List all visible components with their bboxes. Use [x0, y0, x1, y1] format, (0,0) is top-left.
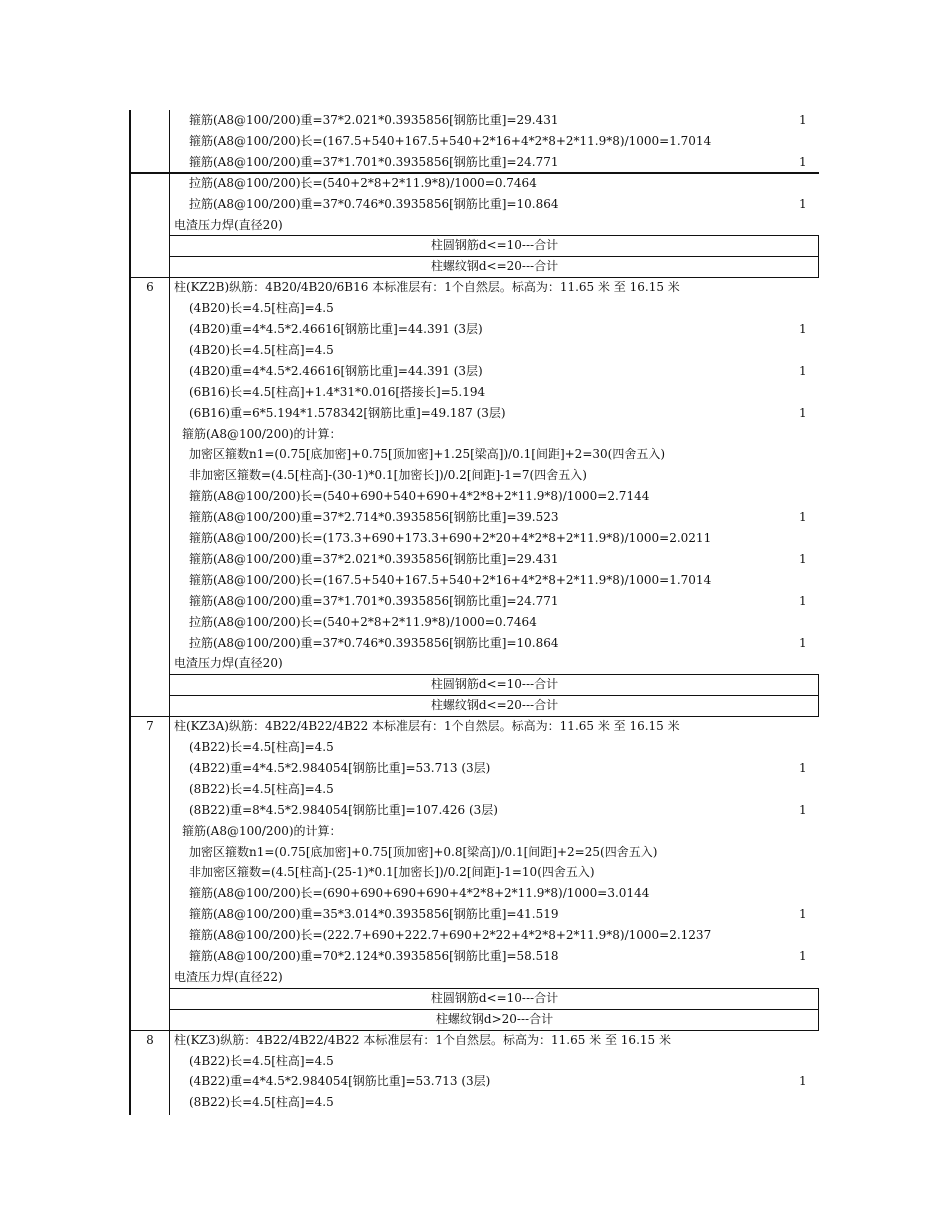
subtotal-rule [170, 988, 819, 989]
subtotal-row: 柱圆钢筋d<=10---合计 [430, 238, 559, 253]
calc-line: 电渣压力焊(直径22) [174, 969, 283, 984]
calc-line: (8B22)重=8*4.5*2.984054[钢筋比重]=107.426 (3层) [189, 802, 498, 817]
quantity-value: 1 [799, 154, 807, 169]
subtotal-rule [170, 695, 819, 696]
calc-line: 拉筋(A8@100/200)长=(540+2*8+2*11.9*8)/1000=0.7464 [189, 175, 537, 190]
calc-line: 箍筋(A8@100/200)的计算： [182, 823, 342, 838]
calc-line: 箍筋(A8@100/200)重=37*2.021*0.3935856[钢筋比重]=29.431 [189, 551, 559, 566]
section-rule [129, 172, 819, 174]
subtotal-edge [818, 256, 819, 277]
calc-line: 箍筋(A8@100/200)重=37*2.714*0.3935856[钢筋比重]=39.523 [189, 510, 559, 525]
quantity-value: 1 [799, 510, 807, 525]
quantity-value: 1 [799, 593, 807, 608]
calc-line: (4B22)重=4*4.5*2.984054[钢筋比重]=53.713 (3层) [189, 760, 491, 775]
calc-line: 箍筋(A8@100/200)重=37*1.701*0.3935856[钢筋比重]=24.771 [189, 154, 559, 169]
calc-line: 加密区箍数n1=(0.75[底加密]+0.75[顶加密]+1.25[梁高])/0.1[间距]+2=30(四舍五入) [189, 447, 666, 462]
quantity-value: 1 [799, 1074, 807, 1089]
subtotal-edge [818, 695, 819, 716]
calc-line: 柱(KZ3A)纵筋：4B22/4B22/4B22 本标准层有：1个自然层。标高为：11.65 米 至 16.15 米 [174, 719, 680, 734]
item-index: 7 [146, 719, 154, 734]
subtotal-edge [818, 988, 819, 1009]
calc-line: 柱(KZ2B)纵筋：4B20/4B20/6B16 本标准层有：1个自然层。标高为：11.65 米 至 16.15 米 [174, 280, 680, 295]
subtotal-rule [170, 1009, 819, 1010]
quantity-value: 1 [799, 113, 807, 127]
calc-line: (8B22)长=4.5[柱高]=4.5 [189, 781, 334, 796]
calc-line: 柱(KZ3)纵筋：4B22/4B22/4B22 本标准层有：1个自然层。标高为：11.65 米 至 16.15 米 [174, 1032, 671, 1047]
subtotal-edge [818, 235, 819, 256]
calc-line: (4B20)重=4*4.5*2.46616[钢筋比重]=44.391 (3层) [189, 322, 483, 336]
calc-line: 箍筋(A8@100/200)重=37*2.021*0.3935856[钢筋比重]=29.431 [189, 113, 559, 127]
calc-line: 箍筋(A8@100/200)的计算： [182, 426, 342, 441]
calc-line: 电渣压力焊(直径20) [174, 656, 283, 671]
quantity-value: 1 [799, 405, 807, 420]
calc-line: (4B22)长=4.5[柱高]=4.5 [189, 1053, 334, 1068]
calc-line: 电渣压力焊(直径20) [174, 217, 283, 232]
calc-line: 拉筋(A8@100/200)重=37*0.746*0.3935856[钢筋比重]=10.864 [189, 196, 559, 211]
calc-line: 拉筋(A8@100/200)重=37*0.746*0.3935856[钢筋比重]=10.864 [189, 635, 559, 650]
calc-line: 非加密区箍数=(4.5[柱高]-(30-1)*0.1[加密长])/0.2[间距]-1=7(四舍五入) [189, 468, 587, 483]
calc-line: (4B20)重=4*4.5*2.46616[钢筋比重]=44.391 (3层) [189, 363, 483, 378]
calc-line: (4B20)长=4.5[柱高]=4.5 [189, 342, 334, 357]
subtotal-rule [170, 256, 819, 257]
calc-line: 箍筋(A8@100/200)重=35*3.014*0.3935856[钢筋比重]=41.519 [189, 907, 559, 922]
quantity-value: 1 [799, 196, 807, 211]
subtotal-row: 柱圆钢筋d<=10---合计 [430, 990, 559, 1005]
item-index: 8 [146, 1032, 154, 1047]
calc-line: (4B22)重=4*4.5*2.984054[钢筋比重]=53.713 (3层) [189, 1074, 491, 1089]
calc-line: 箍筋(A8@100/200)重=70*2.124*0.3935856[钢筋比重]=58.518 [189, 949, 559, 963]
quantity-value: 1 [799, 760, 807, 775]
quantity-value: 1 [799, 907, 807, 922]
calc-line: 箍筋(A8@100/200)长=(690+690+690+690+4*2*8+2*11.9*8)/1000=3.0144 [189, 886, 650, 901]
calc-line: (4B20)长=4.5[柱高]=4.5 [189, 301, 334, 316]
item-index: 6 [146, 280, 154, 295]
subtotal-rule [170, 235, 819, 236]
quantity-value: 1 [799, 635, 807, 650]
calc-line: 拉筋(A8@100/200)长=(540+2*8+2*11.9*8)/1000=0.7464 [189, 614, 537, 629]
subtotal-rule [170, 674, 819, 675]
calc-line: 加密区箍数n1=(0.75[底加密]+0.75[顶加密]+0.8[梁高])/0.1[间距]+2=25(四舍五入) [189, 844, 658, 859]
quantity-value: 1 [799, 551, 807, 566]
calc-line: (6B16)重=6*5.194*1.578342[钢筋比重]=49.187 (3层) [189, 405, 506, 420]
left-border [129, 110, 131, 1115]
calc-line: 非加密区箍数=(4.5[柱高]-(25-1)*0.1[加密长])/0.2[间距]-1=10(四舍五入) [189, 865, 595, 880]
quantity-value: 1 [799, 949, 807, 963]
subtotal-edge [818, 674, 819, 695]
calc-line: (6B16)长=4.5[柱高]+1.4*31*0.016[搭接长]=5.194 [189, 384, 486, 399]
calc-line: 箍筋(A8@100/200)重=37*1.701*0.3935856[钢筋比重]=24.771 [189, 593, 559, 608]
calc-line: 箍筋(A8@100/200)长=(173.3+690+173.3+690+2*20+4*2*8+2*11.9*8)/1000=2.0211 [189, 531, 712, 545]
calc-line: (4B22)长=4.5[柱高]=4.5 [189, 740, 334, 754]
subtotal-row: 柱螺纹钢d>20---合计 [435, 1011, 554, 1026]
subtotal-row: 柱螺纹钢d<=20---合计 [430, 698, 559, 713]
subtotal-edge [818, 1009, 819, 1030]
calc-line: 箍筋(A8@100/200)长=(167.5+540+167.5+540+2*16+4*2*8+2*11.9*8)/1000=1.7014 [189, 133, 712, 148]
calc-line: (8B22)长=4.5[柱高]=4.5 [189, 1095, 334, 1110]
calc-line: 箍筋(A8@100/200)长=(222.7+690+222.7+690+2*22+4*2*8+2*11.9*8)/1000=2.1237 [189, 928, 712, 943]
calc-line: 箍筋(A8@100/200)长=(540+690+540+690+4*2*8+2*11.9*8)/1000=2.7144 [189, 489, 650, 504]
subtotal-row: 柱圆钢筋d<=10---合计 [430, 677, 559, 692]
calc-line: 箍筋(A8@100/200)长=(167.5+540+167.5+540+2*16+4*2*8+2*11.9*8)/1000=1.7014 [189, 572, 712, 587]
subtotal-row: 柱螺纹钢d<=20---合计 [430, 259, 559, 274]
quantity-value: 1 [799, 322, 807, 336]
quantity-value: 1 [799, 363, 807, 378]
quantity-value: 1 [799, 802, 807, 817]
